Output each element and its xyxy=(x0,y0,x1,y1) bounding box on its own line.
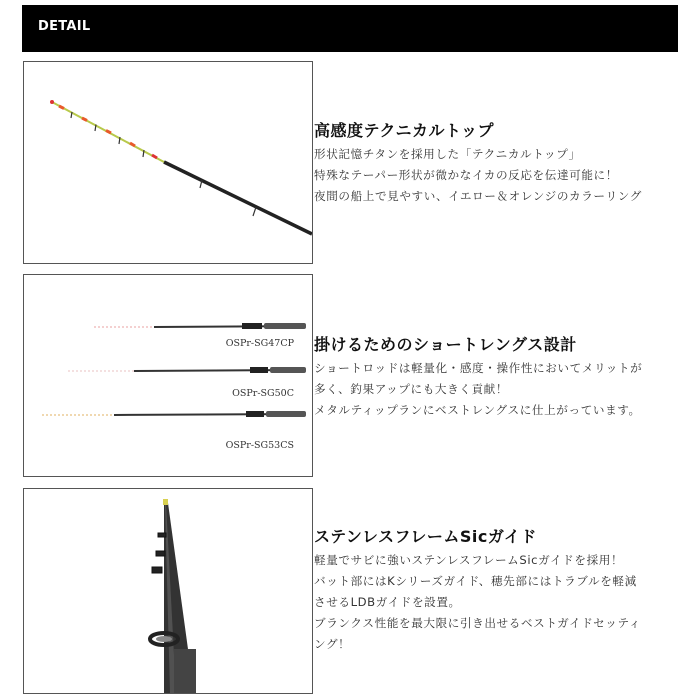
section-line: 特殊なテーパー形状が微かなイカの反応を伝達可能に！ xyxy=(314,168,618,182)
section-heading: ステンレスフレームSicガイド xyxy=(314,527,537,546)
rod-models-illustration xyxy=(24,275,312,476)
header-title: DETAIL xyxy=(38,19,91,34)
rod-2-reelseat xyxy=(250,367,268,373)
rod-2-grip xyxy=(270,367,306,373)
section-line: ショートロッドは軽量化・感度・操作性においてメリットが xyxy=(314,361,643,375)
section-line: 形状記憶チタンを採用した「テクニカルトップ」 xyxy=(314,147,581,161)
guide-closeup-image xyxy=(23,488,313,694)
rod-1-grip xyxy=(264,323,306,329)
rod-1-reelseat xyxy=(242,323,262,329)
section-line: ブランクス性能を最大限に引き出せるベストガイドセッティ xyxy=(314,616,641,630)
section-line: メタルティップランにベストレングスに仕上がっています。 xyxy=(314,403,641,417)
section-line: させるLDBガイドを設置。 xyxy=(314,595,461,609)
model-label-3: OSPr-SG53CS xyxy=(225,440,294,451)
detail-header xyxy=(22,5,678,52)
section-heading: 高感度テクニカルトップ xyxy=(314,121,495,140)
rod-tip-illustration xyxy=(24,62,312,263)
section-line: 軽量でサビに強いステンレスフレームSicガイドを採用！ xyxy=(314,553,624,567)
section-line: ング！ xyxy=(314,637,351,651)
section-heading: 掛けるためのショートレングス設計 xyxy=(314,335,577,354)
model-label-1: OSPr-SG47CP xyxy=(225,338,294,349)
rod-3-reelseat xyxy=(246,411,264,417)
section-technical-top xyxy=(314,118,684,207)
rod-3-grip xyxy=(266,411,306,417)
section-line: 夜間の船上で見やすい、イエロー＆オレンジのカラーリング xyxy=(314,189,642,203)
guide-closeup-illustration xyxy=(24,489,312,693)
rod-tip-image xyxy=(23,61,313,264)
section-line: 多く、釣果アップにも大きく貢献！ xyxy=(314,382,509,396)
section-sic-guide xyxy=(314,524,684,655)
section-line: バット部にはKシリーズガイド、穂先部にはトラブルを軽減 xyxy=(314,574,637,588)
rod-models-image xyxy=(23,274,313,477)
section-short-length xyxy=(314,332,684,421)
model-label-2: OSPr-SG50C xyxy=(232,388,294,399)
